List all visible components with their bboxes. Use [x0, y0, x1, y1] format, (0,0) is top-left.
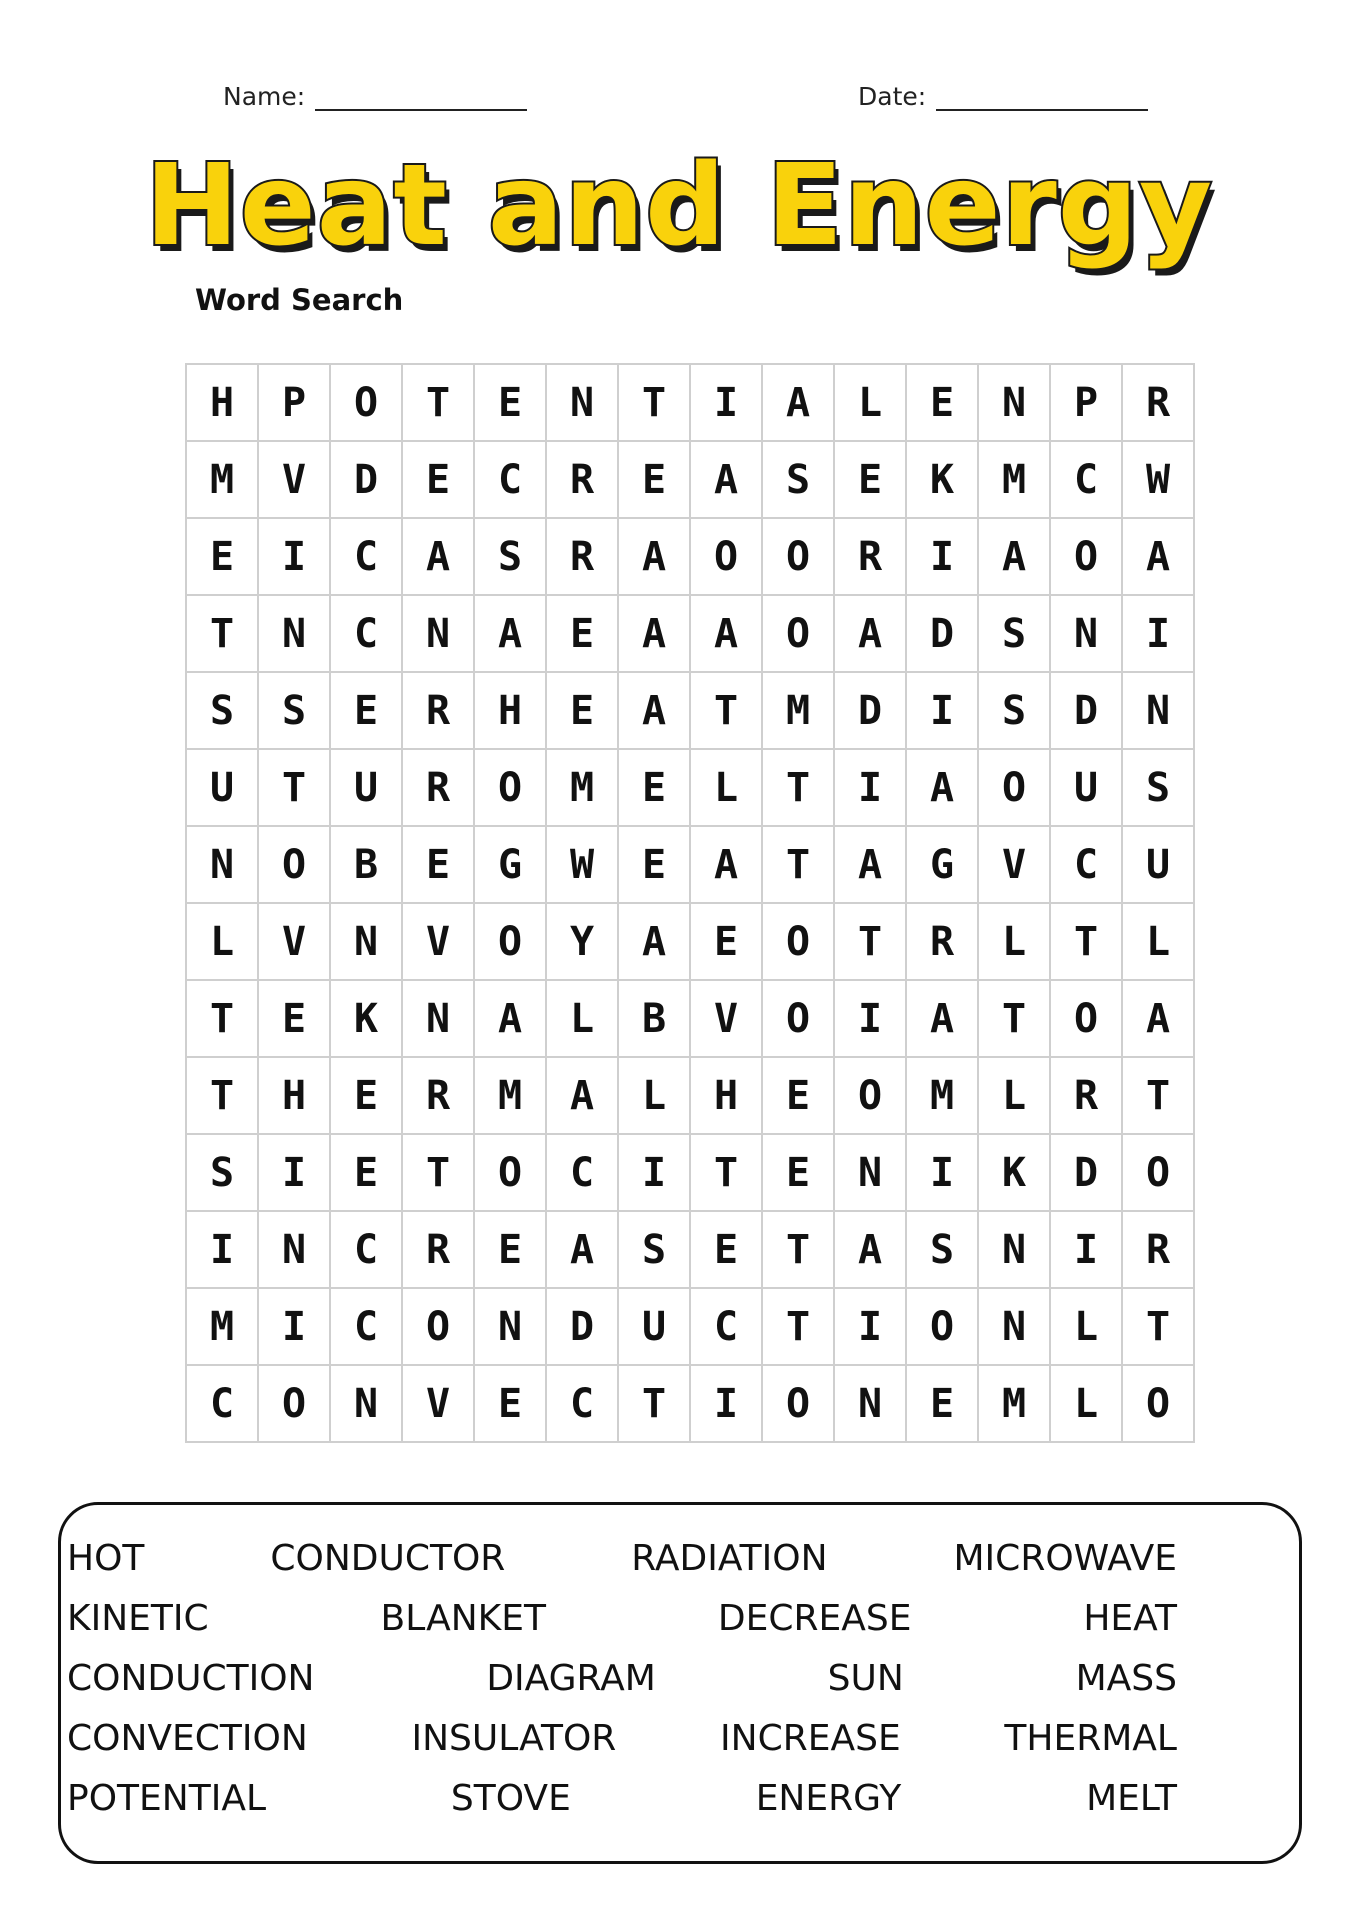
word-item: MELT: [1086, 1778, 1177, 1819]
grid-cell-r5-c9[interactable]: I: [835, 750, 907, 827]
grid-cell-r12-c6[interactable]: U: [619, 1289, 691, 1366]
grid-cell-r9-c0[interactable]: T: [187, 1058, 259, 1135]
grid-cell-r4-c2[interactable]: E: [331, 673, 403, 750]
grid-cell-r6-c7[interactable]: A: [691, 827, 763, 904]
grid-cell-r9-c7[interactable]: H: [691, 1058, 763, 1135]
grid-cell-r7-c9[interactable]: T: [835, 904, 907, 981]
grid-cell-r8-c11[interactable]: T: [979, 981, 1051, 1058]
grid-cell-r5-c12[interactable]: U: [1051, 750, 1123, 827]
grid-cell-r0-c10[interactable]: E: [907, 365, 979, 442]
grid-cell-r13-c4[interactable]: E: [475, 1366, 547, 1443]
grid-cell-r8-c9[interactable]: I: [835, 981, 907, 1058]
grid-cell-r11-c10[interactable]: S: [907, 1212, 979, 1289]
grid-cell-r8-c0[interactable]: T: [187, 981, 259, 1058]
word-item: HEAT: [1083, 1598, 1177, 1639]
grid-cell-r12-c0[interactable]: M: [187, 1289, 259, 1366]
grid-cell-r2-c13[interactable]: A: [1123, 519, 1195, 596]
grid-cell-r0-c13[interactable]: R: [1123, 365, 1195, 442]
grid-cell-r11-c2[interactable]: C: [331, 1212, 403, 1289]
grid-cell-r9-c3[interactable]: R: [403, 1058, 475, 1135]
grid-cell-r5-c4[interactable]: O: [475, 750, 547, 827]
grid-cell-r1-c8[interactable]: S: [763, 442, 835, 519]
grid-cell-r12-c13[interactable]: T: [1123, 1289, 1195, 1366]
grid-cell-r7-c13[interactable]: L: [1123, 904, 1195, 981]
grid-cell-r2-c0[interactable]: E: [187, 519, 259, 596]
grid-cell-r1-c7[interactable]: A: [691, 442, 763, 519]
word-item: POTENTIAL: [67, 1778, 267, 1819]
grid-cell-r9-c6[interactable]: L: [619, 1058, 691, 1135]
grid-cell-r11-c13[interactable]: R: [1123, 1212, 1195, 1289]
word-item: CONVECTION: [67, 1718, 308, 1759]
grid-cell-r0-c6[interactable]: T: [619, 365, 691, 442]
grid-cell-r8-c10[interactable]: A: [907, 981, 979, 1058]
grid-cell-r7-c11[interactable]: L: [979, 904, 1051, 981]
grid-cell-r9-c13[interactable]: T: [1123, 1058, 1195, 1135]
grid-cell-r8-c12[interactable]: O: [1051, 981, 1123, 1058]
grid-cell-r4-c13[interactable]: N: [1123, 673, 1195, 750]
grid-cell-r7-c3[interactable]: V: [403, 904, 475, 981]
grid-cell-r1-c9[interactable]: E: [835, 442, 907, 519]
grid-cell-r2-c7[interactable]: O: [691, 519, 763, 596]
grid-cell-r6-c9[interactable]: A: [835, 827, 907, 904]
name-field[interactable]: [223, 82, 527, 111]
grid-cell-r0-c11[interactable]: N: [979, 365, 1051, 442]
grid-cell-r1-c0[interactable]: M: [187, 442, 259, 519]
page-title: Heat and Energy: [145, 141, 1213, 271]
grid-cell-r3-c11[interactable]: S: [979, 596, 1051, 673]
word-item: STOVE: [450, 1778, 571, 1819]
grid-cell-r2-c4[interactable]: S: [475, 519, 547, 596]
grid-cell-r12-c12[interactable]: L: [1051, 1289, 1123, 1366]
grid-cell-r13-c11[interactable]: M: [979, 1366, 1051, 1443]
grid-cell-r13-c8[interactable]: O: [763, 1366, 835, 1443]
grid-cell-r3-c12[interactable]: N: [1051, 596, 1123, 673]
grid-cell-r0-c7[interactable]: I: [691, 365, 763, 442]
grid-cell-r3-c8[interactable]: O: [763, 596, 835, 673]
grid-cell-r1-c4[interactable]: C: [475, 442, 547, 519]
grid-cell-r5-c7[interactable]: L: [691, 750, 763, 827]
grid-cell-r9-c8[interactable]: E: [763, 1058, 835, 1135]
letter-grid: [185, 363, 1195, 1443]
grid-cell-r10-c5[interactable]: C: [547, 1135, 619, 1212]
grid-cell-r10-c12[interactable]: D: [1051, 1135, 1123, 1212]
grid-cell-r6-c13[interactable]: U: [1123, 827, 1195, 904]
grid-cell-r6-c12[interactable]: C: [1051, 827, 1123, 904]
word-row: [67, 1658, 1177, 1699]
word-item: ENERGY: [755, 1778, 902, 1819]
grid-cell-r6-c0[interactable]: N: [187, 827, 259, 904]
grid-cell-r2-c10[interactable]: I: [907, 519, 979, 596]
grid-cell-r5-c1[interactable]: T: [259, 750, 331, 827]
grid-cell-r1-c3[interactable]: E: [403, 442, 475, 519]
grid-cell-r13-c6[interactable]: T: [619, 1366, 691, 1443]
grid-cell-r3-c5[interactable]: E: [547, 596, 619, 673]
date-label: Date:: [858, 82, 927, 111]
grid-cell-r10-c1[interactable]: I: [259, 1135, 331, 1212]
grid-cell-r11-c1[interactable]: N: [259, 1212, 331, 1289]
grid-cell-r5-c11[interactable]: O: [979, 750, 1051, 827]
grid-cell-r6-c4[interactable]: G: [475, 827, 547, 904]
grid-cell-r5-c2[interactable]: U: [331, 750, 403, 827]
grid-cell-r1-c12[interactable]: C: [1051, 442, 1123, 519]
word-item: HOT: [67, 1538, 145, 1579]
grid-cell-r7-c2[interactable]: N: [331, 904, 403, 981]
grid-cell-r11-c9[interactable]: A: [835, 1212, 907, 1289]
grid-cell-r12-c9[interactable]: I: [835, 1289, 907, 1366]
grid-cell-r9-c4[interactable]: M: [475, 1058, 547, 1135]
grid-cell-r10-c2[interactable]: E: [331, 1135, 403, 1212]
grid-cell-r9-c9[interactable]: O: [835, 1058, 907, 1135]
grid-cell-r3-c6[interactable]: A: [619, 596, 691, 673]
grid-cell-r0-c2[interactable]: O: [331, 365, 403, 442]
grid-cell-r2-c6[interactable]: A: [619, 519, 691, 596]
grid-cell-r12-c10[interactable]: O: [907, 1289, 979, 1366]
grid-cell-r6-c8[interactable]: T: [763, 827, 835, 904]
grid-cell-r6-c2[interactable]: B: [331, 827, 403, 904]
grid-cell-r3-c13[interactable]: I: [1123, 596, 1195, 673]
date-line[interactable]: [936, 83, 1148, 111]
grid-cell-r10-c7[interactable]: T: [691, 1135, 763, 1212]
grid-cell-r9-c10[interactable]: M: [907, 1058, 979, 1135]
grid-cell-r4-c5[interactable]: E: [547, 673, 619, 750]
grid-cell-r13-c0[interactable]: C: [187, 1366, 259, 1443]
word-item: DECREASE: [717, 1598, 912, 1639]
grid-cell-r13-c5[interactable]: C: [547, 1366, 619, 1443]
word-row: [67, 1538, 1177, 1579]
grid-cell-r7-c6[interactable]: A: [619, 904, 691, 981]
grid-cell-r11-c11[interactable]: N: [979, 1212, 1051, 1289]
word-item: RADIATION: [631, 1538, 828, 1579]
grid-cell-r0-c3[interactable]: T: [403, 365, 475, 442]
grid-cell-r6-c10[interactable]: G: [907, 827, 979, 904]
word-item: KINETIC: [67, 1598, 209, 1639]
grid-cell-r5-c3[interactable]: R: [403, 750, 475, 827]
word-item: DIAGRAM: [486, 1658, 656, 1699]
grid-cell-r6-c6[interactable]: E: [619, 827, 691, 904]
word-item: CONDUCTION: [67, 1658, 315, 1699]
grid-cell-r1-c1[interactable]: V: [259, 442, 331, 519]
grid-cell-r2-c9[interactable]: R: [835, 519, 907, 596]
grid-cell-r4-c12[interactable]: D: [1051, 673, 1123, 750]
word-item: MASS: [1075, 1658, 1177, 1699]
grid-cell-r5-c6[interactable]: E: [619, 750, 691, 827]
word-item: BLANKET: [380, 1598, 547, 1639]
word-row: [67, 1598, 1177, 1639]
grid-cell-r13-c9[interactable]: N: [835, 1366, 907, 1443]
grid-cell-r2-c11[interactable]: A: [979, 519, 1051, 596]
grid-cell-r4-c8[interactable]: M: [763, 673, 835, 750]
grid-cell-r8-c4[interactable]: A: [475, 981, 547, 1058]
grid-cell-r3-c10[interactable]: D: [907, 596, 979, 673]
grid-cell-r1-c10[interactable]: K: [907, 442, 979, 519]
grid-cell-r3-c9[interactable]: A: [835, 596, 907, 673]
grid-cell-r12-c7[interactable]: C: [691, 1289, 763, 1366]
grid-cell-r12-c11[interactable]: N: [979, 1289, 1051, 1366]
grid-cell-r4-c1[interactable]: S: [259, 673, 331, 750]
grid-cell-r6-c3[interactable]: E: [403, 827, 475, 904]
grid-cell-r8-c2[interactable]: K: [331, 981, 403, 1058]
grid-cell-r13-c13[interactable]: O: [1123, 1366, 1195, 1443]
grid-cell-r8-c3[interactable]: N: [403, 981, 475, 1058]
grid-cell-r13-c10[interactable]: E: [907, 1366, 979, 1443]
grid-cell-r4-c3[interactable]: R: [403, 673, 475, 750]
grid-cell-r4-c4[interactable]: H: [475, 673, 547, 750]
word-row: [67, 1718, 1177, 1759]
grid-cell-r12-c1[interactable]: I: [259, 1289, 331, 1366]
grid-cell-r9-c5[interactable]: A: [547, 1058, 619, 1135]
grid-cell-r10-c3[interactable]: T: [403, 1135, 475, 1212]
word-item: THERMAL: [1004, 1718, 1177, 1759]
grid-cell-r0-c4[interactable]: E: [475, 365, 547, 442]
grid-cell-r10-c11[interactable]: K: [979, 1135, 1051, 1212]
grid-cell-r3-c1[interactable]: N: [259, 596, 331, 673]
grid-cell-r1-c13[interactable]: W: [1123, 442, 1195, 519]
grid-cell-r8-c7[interactable]: V: [691, 981, 763, 1058]
grid-cell-r13-c12[interactable]: L: [1051, 1366, 1123, 1443]
grid-cell-r9-c2[interactable]: E: [331, 1058, 403, 1135]
grid-cell-r2-c5[interactable]: R: [547, 519, 619, 596]
name-line[interactable]: [315, 83, 527, 111]
grid-cell-r12-c8[interactable]: T: [763, 1289, 835, 1366]
grid-cell-r1-c5[interactable]: R: [547, 442, 619, 519]
grid-cell-r0-c1[interactable]: P: [259, 365, 331, 442]
word-row: [67, 1778, 1177, 1819]
word-item: INSULATOR: [411, 1718, 617, 1759]
grid-cell-r12-c5[interactable]: D: [547, 1289, 619, 1366]
grid-cell-r10-c6[interactable]: I: [619, 1135, 691, 1212]
grid-cell-r11-c0[interactable]: I: [187, 1212, 259, 1289]
grid-cell-r2-c1[interactable]: I: [259, 519, 331, 596]
grid-cell-r10-c8[interactable]: E: [763, 1135, 835, 1212]
grid-cell-r4-c6[interactable]: A: [619, 673, 691, 750]
grid-cell-r5-c10[interactable]: A: [907, 750, 979, 827]
grid-cell-r3-c0[interactable]: T: [187, 596, 259, 673]
grid-cell-r11-c12[interactable]: I: [1051, 1212, 1123, 1289]
grid-cell-r8-c6[interactable]: B: [619, 981, 691, 1058]
grid-cell-r4-c10[interactable]: I: [907, 673, 979, 750]
grid-cell-r8-c1[interactable]: E: [259, 981, 331, 1058]
date-field[interactable]: [858, 82, 1148, 111]
grid-cell-r6-c5[interactable]: W: [547, 827, 619, 904]
grid-cell-r7-c4[interactable]: O: [475, 904, 547, 981]
grid-cell-r10-c9[interactable]: N: [835, 1135, 907, 1212]
grid-cell-r5-c8[interactable]: T: [763, 750, 835, 827]
grid-cell-r9-c12[interactable]: R: [1051, 1058, 1123, 1135]
grid-cell-r10-c4[interactable]: O: [475, 1135, 547, 1212]
grid-cell-r11-c6[interactable]: S: [619, 1212, 691, 1289]
word-item: CONDUCTOR: [270, 1538, 506, 1579]
grid-cell-r3-c2[interactable]: C: [331, 596, 403, 673]
grid-cell-r3-c7[interactable]: A: [691, 596, 763, 673]
grid-cell-r0-c9[interactable]: L: [835, 365, 907, 442]
grid-cell-r9-c1[interactable]: H: [259, 1058, 331, 1135]
grid-cell-r8-c8[interactable]: O: [763, 981, 835, 1058]
grid-cell-r5-c13[interactable]: S: [1123, 750, 1195, 827]
grid-cell-r4-c0[interactable]: S: [187, 673, 259, 750]
grid-cell-r7-c8[interactable]: O: [763, 904, 835, 981]
grid-cell-r13-c2[interactable]: N: [331, 1366, 403, 1443]
grid-cell-r0-c12[interactable]: P: [1051, 365, 1123, 442]
grid-cell-r1-c2[interactable]: D: [331, 442, 403, 519]
word-item: INCREASE: [720, 1718, 901, 1759]
grid-cell-r13-c7[interactable]: I: [691, 1366, 763, 1443]
grid-cell-r4-c7[interactable]: T: [691, 673, 763, 750]
grid-cell-r5-c5[interactable]: M: [547, 750, 619, 827]
grid-cell-r6-c11[interactable]: V: [979, 827, 1051, 904]
grid-cell-r6-c1[interactable]: O: [259, 827, 331, 904]
grid-cell-r11-c5[interactable]: A: [547, 1212, 619, 1289]
grid-cell-r13-c3[interactable]: V: [403, 1366, 475, 1443]
grid-cell-r1-c6[interactable]: E: [619, 442, 691, 519]
grid-cell-r12-c4[interactable]: N: [475, 1289, 547, 1366]
grid-cell-r3-c4[interactable]: A: [475, 596, 547, 673]
name-label: Name:: [223, 82, 306, 111]
grid-cell-r12-c3[interactable]: O: [403, 1289, 475, 1366]
grid-cell-r7-c0[interactable]: L: [187, 904, 259, 981]
grid-cell-r4-c11[interactable]: S: [979, 673, 1051, 750]
grid-cell-r0-c0[interactable]: H: [187, 365, 259, 442]
grid-cell-r11-c7[interactable]: E: [691, 1212, 763, 1289]
grid-cell-r12-c2[interactable]: C: [331, 1289, 403, 1366]
grid-cell-r7-c1[interactable]: V: [259, 904, 331, 981]
grid-cell-r10-c10[interactable]: I: [907, 1135, 979, 1212]
grid-cell-r2-c2[interactable]: C: [331, 519, 403, 596]
grid-cell-r2-c3[interactable]: A: [403, 519, 475, 596]
grid-cell-r7-c12[interactable]: T: [1051, 904, 1123, 981]
word-item: SUN: [827, 1658, 904, 1699]
grid-cell-r7-c10[interactable]: R: [907, 904, 979, 981]
grid-cell-r1-c11[interactable]: M: [979, 442, 1051, 519]
grid-cell-r5-c0[interactable]: U: [187, 750, 259, 827]
grid-cell-r9-c11[interactable]: L: [979, 1058, 1051, 1135]
grid-cell-r3-c3[interactable]: N: [403, 596, 475, 673]
grid-cell-r13-c1[interactable]: O: [259, 1366, 331, 1443]
grid-cell-r8-c5[interactable]: L: [547, 981, 619, 1058]
grid-cell-r11-c8[interactable]: T: [763, 1212, 835, 1289]
grid-cell-r10-c0[interactable]: S: [187, 1135, 259, 1212]
grid-cell-r8-c13[interactable]: A: [1123, 981, 1195, 1058]
page-subtitle: Word Search: [195, 283, 404, 317]
grid-cell-r11-c3[interactable]: R: [403, 1212, 475, 1289]
grid-cell-r4-c9[interactable]: D: [835, 673, 907, 750]
word-item: MICROWAVE: [953, 1538, 1177, 1579]
grid-cell-r10-c13[interactable]: O: [1123, 1135, 1195, 1212]
grid-cell-r2-c12[interactable]: O: [1051, 519, 1123, 596]
grid-cell-r2-c8[interactable]: O: [763, 519, 835, 596]
grid-cell-r7-c7[interactable]: E: [691, 904, 763, 981]
grid-cell-r7-c5[interactable]: Y: [547, 904, 619, 981]
grid-cell-r0-c8[interactable]: A: [763, 365, 835, 442]
grid-cell-r0-c5[interactable]: N: [547, 365, 619, 442]
grid-cell-r11-c4[interactable]: E: [475, 1212, 547, 1289]
